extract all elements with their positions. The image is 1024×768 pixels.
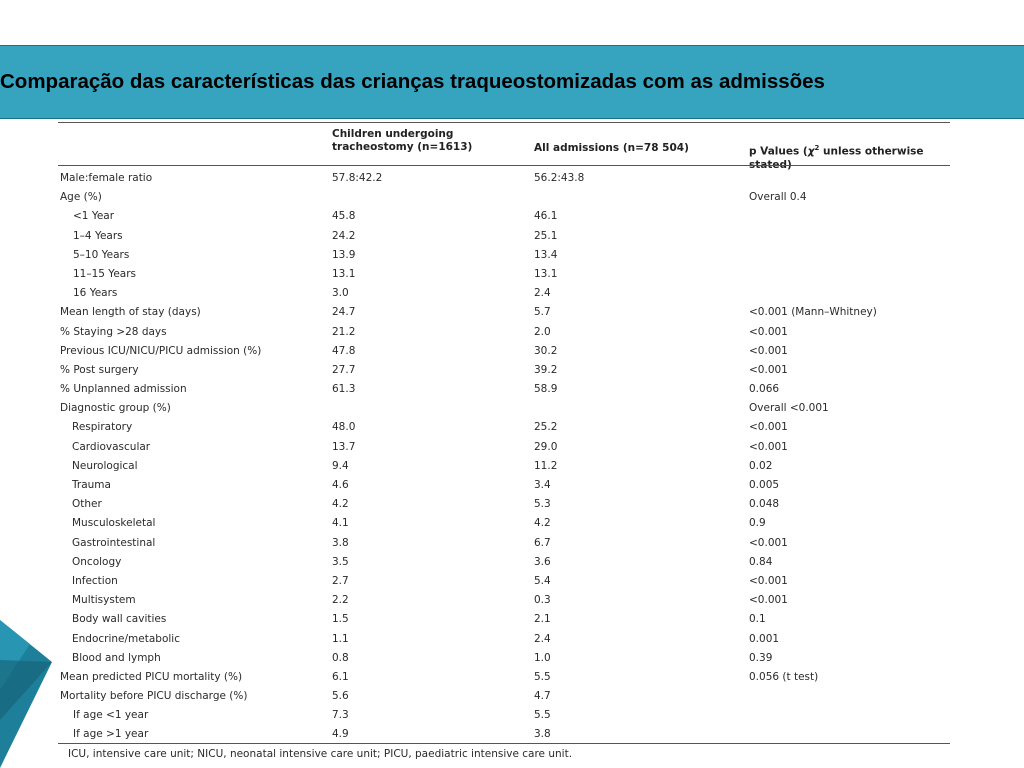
cell-all-admissions: 3.8 [534,728,551,741]
table-row [58,323,950,342]
cell-all-admissions: 5.4 [534,574,551,587]
cell-tracheostomy: 0.8 [332,651,349,664]
cell-all-admissions: 29.0 [534,440,558,453]
table-row [58,457,950,476]
cell-all-admissions: 4.2 [534,517,551,530]
header-tracheostomy: Children undergoing tracheostomy (n=1613) [332,128,473,153]
row-label: Multisystem [72,594,136,607]
table-row [58,399,950,418]
cell-all-admissions: 4.7 [534,690,551,703]
cell-tracheostomy: 45.8 [332,210,356,223]
cell-tracheostomy: 24.7 [332,306,356,319]
row-label: <1 Year [73,210,115,223]
cell-all-admissions: 2.4 [534,632,551,645]
row-label: Male:female ratio [60,172,153,184]
cell-all-admissions: 25.2 [534,421,558,434]
cell-all-admissions: 1.0 [534,651,551,664]
cell-tracheostomy: 4.9 [332,728,349,741]
cell-p-value: <0.001 [749,594,788,607]
table-row [58,495,950,514]
cell-tracheostomy: 1.1 [332,632,349,645]
cell-all-admissions: 3.4 [534,479,551,491]
table-row [58,265,950,284]
cell-p-value: <0.001 [749,536,788,549]
table-row [58,668,950,687]
cell-p-value: 0.001 [749,632,780,645]
row-label: 16 Years [73,287,118,300]
cell-p-value: 0.02 [749,459,773,472]
row-label: Mortality before PICU discharge (%) [60,690,248,703]
row-label: Age (%) [60,191,102,204]
cell-all-admissions: 2.4 [534,287,551,300]
cell-p-value: 0.1 [749,613,766,626]
table-footnote: ICU, intensive care unit; NICU, neonatal intensive care unit; PICU, paediatric intensive care unit. [68,748,573,760]
table-row [58,246,950,265]
cell-tracheostomy: 5.6 [332,690,349,703]
table-row [58,361,950,380]
row-label: Oncology [72,555,122,568]
cell-tracheostomy: 2.2 [332,594,349,607]
table-row [58,706,950,725]
row-label: 11–15 Years [73,267,137,280]
table-row [58,630,950,649]
row-label: Endocrine/metabolic [72,632,180,645]
row-label: Cardiovascular [72,440,151,453]
cell-tracheostomy: 21.2 [332,325,356,338]
cell-tracheostomy: 13.7 [332,440,356,453]
cell-p-value: Overall <0.001 [749,402,829,415]
row-label: 1–4 Years [73,229,123,242]
cell-p-value: <0.001 [749,325,788,338]
cell-p-value: 0.005 [749,479,780,491]
cell-tracheostomy: 4.6 [332,479,349,491]
cell-tracheostomy: 27.7 [332,363,356,376]
cell-p-value: <0.001 [749,421,788,434]
table-row [58,207,950,226]
corner-decoration [0,600,60,768]
row-label: If age <1 year [73,709,149,722]
cell-tracheostomy: 6.1 [332,670,349,683]
table-row [58,169,950,188]
cell-p-value: 0.066 [749,383,780,396]
table-row [58,284,950,303]
cell-p-value: 0.39 [749,651,773,664]
cell-all-admissions: 5.3 [534,498,551,511]
row-label: Neurological [72,459,138,472]
table-row [58,572,950,591]
table-row [58,476,950,495]
cell-all-admissions: 2.1 [534,613,551,626]
row-label: Musculoskeletal [72,517,156,530]
cell-all-admissions: 13.4 [534,248,558,261]
cell-all-admissions: 39.2 [534,363,558,376]
table-row [58,188,950,207]
row-label: If age >1 year [73,728,149,741]
row-label: Diagnostic group (%) [60,402,171,415]
cell-tracheostomy: 9.4 [332,459,349,472]
table-row [58,649,950,668]
cell-tracheostomy: 13.9 [332,248,356,261]
row-label: Body wall cavities [72,613,167,626]
cell-tracheostomy: 57.8:42.2 [332,172,383,184]
cell-all-admissions: 5.5 [534,709,551,722]
table-row [58,514,950,533]
row-label: Previous ICU/NICU/PICU admission (%) [60,344,262,357]
table-row [58,342,950,361]
header-all-admissions: All admissions (n=78 504) [534,142,689,154]
table-row [58,725,950,744]
cell-tracheostomy: 4.1 [332,517,349,530]
cell-all-admissions: 0.3 [534,594,551,607]
row-label: Blood and lymph [72,651,161,664]
table-bottom-rule [58,743,950,744]
table-row [58,534,950,553]
cell-all-admissions: 5.5 [534,670,551,683]
cell-p-value: 0.048 [749,498,780,511]
table-row [58,687,950,706]
cell-all-admissions: 3.6 [534,555,551,568]
row-label: Trauma [72,479,111,491]
table-row [58,438,950,457]
cell-all-admissions: 30.2 [534,344,558,357]
row-label: Mean predicted PICU mortality (%) [60,670,243,683]
cell-all-admissions: 13.1 [534,267,558,280]
row-label: % Post surgery [60,363,139,376]
cell-tracheostomy: 3.8 [332,536,349,549]
row-label: % Staying >28 days [60,325,167,338]
table-row [58,303,950,322]
cell-all-admissions: 6.7 [534,536,551,549]
table-row [58,553,950,572]
cell-tracheostomy: 47.8 [332,344,356,357]
cell-all-admissions: 5.7 [534,306,551,319]
cell-p-value: <0.001 [749,574,788,587]
table-row [58,418,950,437]
row-label: Mean length of stay (days) [60,306,201,319]
cell-tracheostomy: 1.5 [332,613,349,626]
cell-tracheostomy: 3.0 [332,287,349,300]
cell-all-admissions: 25.1 [534,229,558,242]
cell-tracheostomy: 2.7 [332,574,349,587]
cell-all-admissions: 11.2 [534,459,558,472]
row-label: 5–10 Years [73,248,130,261]
cell-tracheostomy: 48.0 [332,421,356,434]
cell-tracheostomy: 24.2 [332,229,356,242]
cell-tracheostomy: 13.1 [332,267,356,280]
cell-tracheostomy: 7.3 [332,709,349,722]
cell-tracheostomy: 61.3 [332,383,356,396]
table-top-rule [58,122,950,123]
row-label: Gastrointestinal [72,536,156,549]
cell-p-value: <0.001 (Mann–Whitney) [749,306,877,319]
cell-all-admissions: 58.9 [534,383,558,396]
row-label: Respiratory [72,421,133,434]
table-row [58,610,950,629]
cell-all-admissions: 56.2:43.8 [534,172,585,184]
table-row [58,227,950,246]
row-label: Infection [72,574,118,587]
cell-p-value: <0.001 [749,440,788,453]
header-p-values: p Values ($\chi^2$ unless otherwise stated) [749,144,924,171]
row-label: % Unplanned admission [60,383,187,396]
cell-p-value: 0.056 (t test) [749,670,819,683]
cell-all-admissions: 2.0 [534,325,551,338]
row-label: Other [72,498,102,511]
table-row [58,380,950,399]
table-header-rule [58,165,950,166]
cell-p-value: <0.001 [749,344,788,357]
cell-p-value: <0.001 [749,363,788,376]
cell-p-value: 0.84 [749,555,773,568]
cell-p-value: Overall 0.4 [749,191,807,204]
cell-tracheostomy: 4.2 [332,498,349,511]
cell-p-value: 0.9 [749,517,766,530]
table-row [58,591,950,610]
cell-all-admissions: 46.1 [534,210,558,223]
slide-title: Comparação das características das crianças traqueostomizadas com as admissões [0,70,825,93]
cell-tracheostomy: 3.5 [332,555,349,568]
table-body [58,169,950,745]
